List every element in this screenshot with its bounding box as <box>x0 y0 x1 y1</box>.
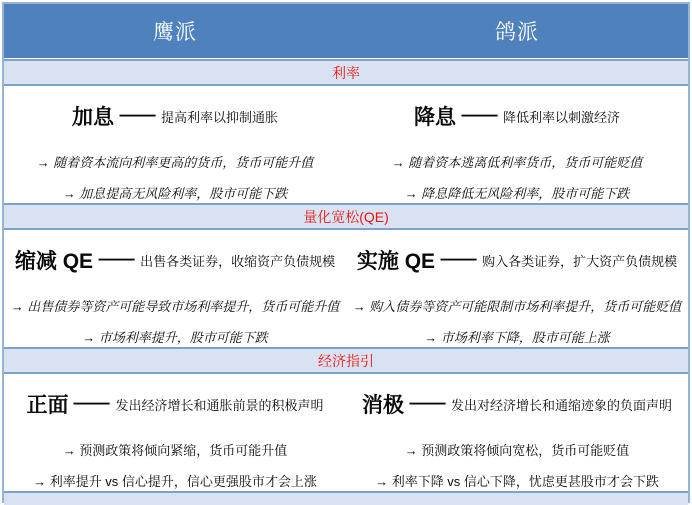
dash-separator: — <box>119 105 156 126</box>
headline-rate-cut <box>414 101 620 131</box>
implication-point: → 出售债券等资产可能导致市场利率提升，货币可能升值 <box>10 299 340 314</box>
definition-rate-cut: 降低利率以刺激经济 <box>502 109 620 125</box>
implication-point: → 随着资本逃离低利率货币，货币可能贬值 <box>391 155 643 170</box>
implication-point: → 预测政策将倾向紧缩，货币可能升值 <box>62 443 288 458</box>
section-guidance-row <box>4 374 688 490</box>
implication-point: → 利率提升 vs 信心提升，信心更强股市才会上涨 <box>33 474 317 489</box>
implication-point: → 市场利率下降，股市可能上涨 <box>424 330 610 345</box>
comparison-table <box>2 2 690 503</box>
implication-point: → 利率下降 vs 信心下降，忧虑更甚股市才会下跌 <box>375 474 659 489</box>
definition-implement-qe: 购入各类证券，扩大资产负债规模 <box>482 253 678 269</box>
implication-point: → 随着资本流向利率更高的货币，货币可能升值 <box>36 155 314 170</box>
headline-taper-qe <box>15 245 335 275</box>
cell-hawkish-rate <box>4 86 346 202</box>
implication-point: → 市场利率提升，股市可能下跌 <box>82 330 268 345</box>
definition-rate-hike: 提高利率以抑制通胀 <box>160 109 278 125</box>
section-band-qe: 量化宽松(QE) <box>4 203 688 230</box>
term-positive: 正面 <box>26 394 69 417</box>
implication-point: → 降息降低无风险利率，股市可能下跌 <box>404 186 630 201</box>
implication-point: → 预测政策将倾向宽松，货币可能贬值 <box>404 443 630 458</box>
cell-dovish-rate <box>346 86 688 202</box>
cell-hawkish-guidance <box>4 374 346 490</box>
column-header-row <box>4 4 688 58</box>
term-taper-qe: 缩减 QE <box>14 250 94 273</box>
implication-point: → 加息提高无风险利率，股市可能下跌 <box>62 186 288 201</box>
column-header-dovish: 鸽派 <box>495 21 539 44</box>
term-negative: 消极 <box>361 394 404 417</box>
dash-separator: — <box>409 393 446 414</box>
headline-positive <box>26 389 323 419</box>
definition-negative: 发出对经济增长和通缩迹象的负面声明 <box>450 397 672 413</box>
dash-separator: — <box>73 393 111 414</box>
term-rate-hike: 加息 <box>71 106 114 129</box>
definition-taper-qe: 出售各类证券，收缩资产负债规模 <box>140 253 336 269</box>
cell-dovish-qe <box>346 230 688 346</box>
headline-rate-hike <box>72 101 278 131</box>
section-band-interest-rate: 利率 <box>4 59 688 86</box>
cell-hawkish-qe <box>4 230 346 346</box>
dash-separator: — <box>440 249 477 270</box>
term-rate-cut: 降息 <box>413 106 456 129</box>
implication-point: → 购入债券等资产可能限制市场利率提升，货币可能贬值 <box>352 299 682 314</box>
term-implement-qe: 实施 QE <box>356 250 436 273</box>
definition-positive: 发出经济增长和通胀前景的积极声明 <box>115 397 324 413</box>
section-interest-rate-row <box>4 86 688 202</box>
footer-band <box>4 491 688 505</box>
cell-dovish-guidance <box>346 374 688 490</box>
dash-separator: — <box>461 105 498 126</box>
column-header-hawkish: 鹰派 <box>153 21 197 44</box>
dash-separator: — <box>98 249 135 270</box>
headline-negative <box>362 389 672 419</box>
section-qe-row <box>4 230 688 346</box>
headline-implement-qe <box>357 245 677 275</box>
section-band-guidance: 经济指引 <box>4 347 688 374</box>
